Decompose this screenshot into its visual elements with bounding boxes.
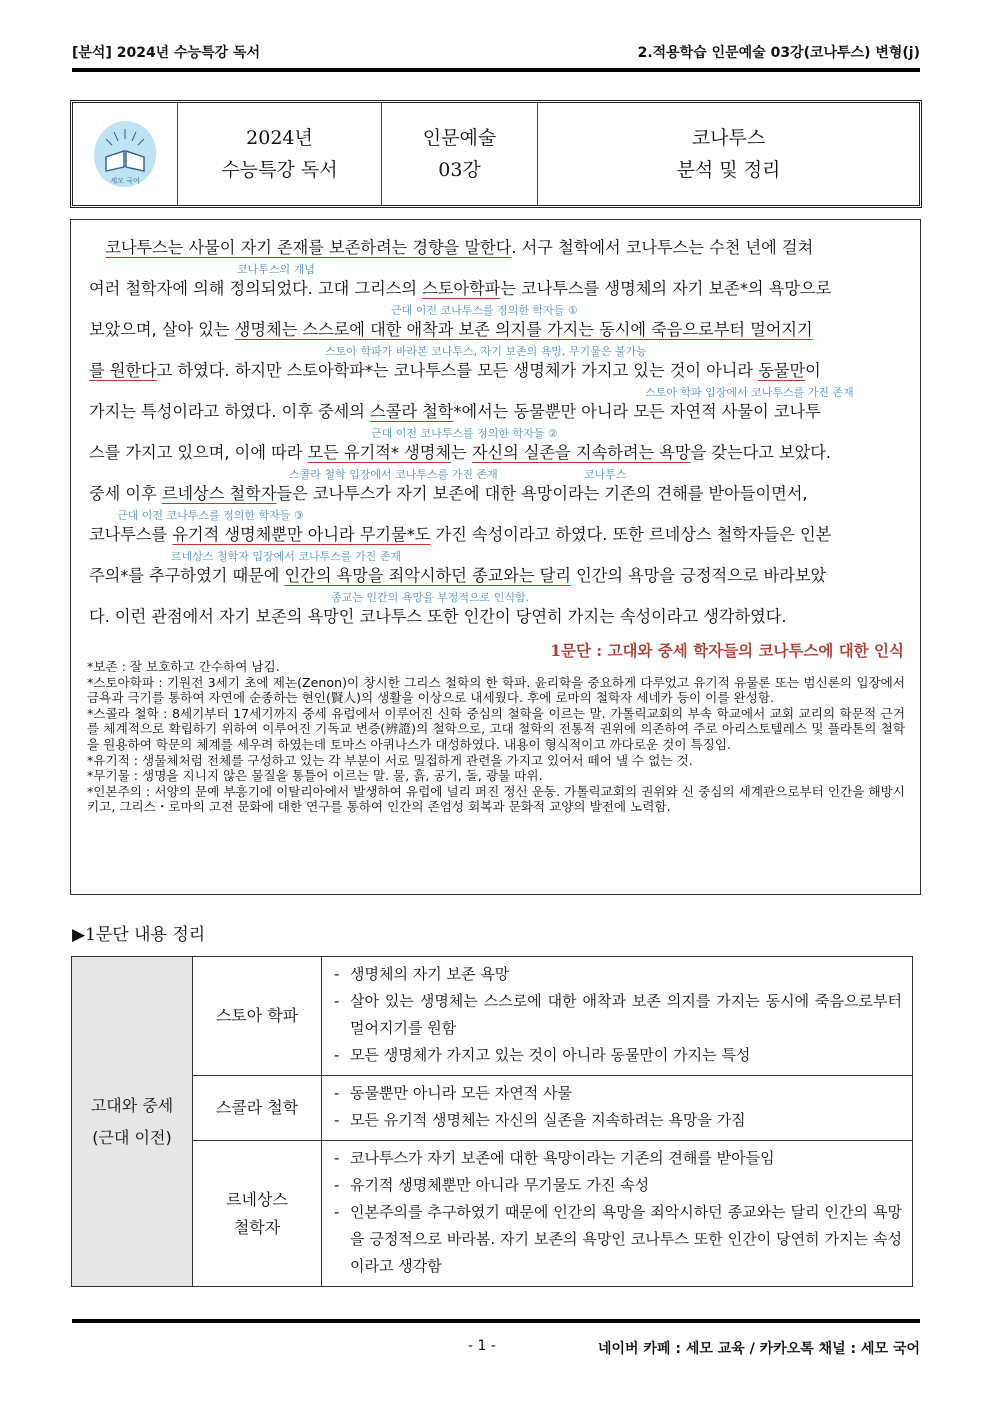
footnote: *스토아학파 : 기원전 3세기 초에 제논(Zenon)이 창시한 그리스 철학의 한 학파. 윤리학을 중요하게 다루었고 유기적 유물론 또는 범신론의 입장에서 금욕과 극기를 통하여 자연에 순종하는 현인(賢人)의 생활을 이상으로 내세웠다. 후에 로마의 철학자 세네카 등이 이를 완성함.	[87, 674, 905, 706]
title-book: 2024년 수능특강 독서	[178, 103, 382, 205]
footer-credits: 네이버 카페 : 세모 교육 / 카카오톡 채널 : 세모 국어	[597, 1341, 920, 1357]
passage-line: 코나투스는 사물이 자기 존재를 보존하려는 경향을 말한다. 서구 철학에서 코나투스는 수천 년에 걸쳐 코나투스의 개념	[105, 238, 814, 276]
group-cell: 고대와 중세 (근대 이전)	[72, 957, 193, 1287]
title-unit: 인문예술 03강	[382, 103, 538, 205]
svg-text:세모 국어: 세모 국어	[110, 177, 140, 185]
passage-line: 코나투스를 유기적 생명체뿐만 아니라 무기물*도 가진 속성이라고 하였다. 또한 르네상스 철학자들은 인본 르네상스 철학자 입장에서 코나투스를 가진 존재	[89, 525, 832, 563]
summary-table	[71, 956, 913, 1287]
footnote: *유기적 : 생물체처럼 전체를 구성하고 있는 각 부분이 서로 밀접하게 관련을 가지고 있어서 떼어 낼 수 없는 것.	[87, 752, 693, 768]
passage-box	[70, 219, 921, 895]
logo-cell	[73, 103, 178, 205]
annotation: 르네상스 철학자 입장에서 코나투스를 가진 존재	[171, 550, 402, 563]
items-cell	[322, 1076, 913, 1141]
passage-line: 가지는 특성이라고 하였다. 이후 중세의 스콜라 철학*에서는 동물뿐만 아니라 모든 자연적 사물이 코나투 근대 이전 코나투스를 정의한 학자들 ②	[89, 402, 821, 440]
list-item: - 유기적 생명체뿐만 아니라 무기물도 가진 속성	[332, 1172, 902, 1199]
table-row	[72, 1076, 913, 1141]
book-logo-icon	[86, 115, 164, 193]
passage-line: 보았으며, 살아 있는 생명체는 스스로에 대한 애착과 보존 의지를 가지는 동시에 죽음으로부터 멀어지기 스토아 학파가 바라본 코나투스, 자기 보존의 욕망, 무기물은 불가능	[89, 320, 813, 358]
passage-line: 중세 이후 르네상스 철학자들은 코나투스가 자기 보존에 대한 욕망이라는 기존의 견해를 받아들이면서, 근대 이전 코나투스를 정의한 학자들 ③	[89, 484, 808, 522]
section-title: ▶1문단 내용 정리	[72, 925, 206, 945]
passage-line: 스를 가지고 있으며, 이에 따라 모든 유기적* 생명체는 자신의 실존을 지속하려는 욕망을 갖는다고 보았다. 스콜라 철학 입장에서 코나투스를 가진 존재 코나투스	[89, 443, 832, 481]
annotation: 코나투스	[584, 468, 627, 481]
annotation: 코나투스의 개념	[237, 263, 315, 276]
table-row	[72, 1141, 913, 1287]
list-item: - 생명체의 자기 보존 욕망	[332, 961, 902, 988]
passage-line: 주의*를 추구하였기 때문에 인간의 욕망을 죄악시하던 종교와는 달리 인간의 욕망을 긍정적으로 바라보았 종교는 인간의 욕망을 부정적으로 인식함.	[89, 566, 827, 604]
footer-rule	[72, 1319, 920, 1323]
annotation: 근대 이전 코나투스를 정의한 학자들 ①	[391, 304, 578, 317]
annotation: 종교는 인간의 욕망을 부정적으로 인식함.	[331, 591, 530, 604]
passage-paragraph	[89, 234, 907, 644]
annotation: 스토아 학파가 바라본 코나투스, 자기 보존의 욕망, 무기물은 불가능	[325, 345, 647, 358]
footnotes	[87, 659, 905, 815]
table-row	[72, 957, 913, 1076]
list-item: - 인본주의를 추구하였기 때문에 인간의 욕망을 죄악시하던 종교와는 달리 인간의 욕망을 긍정적으로 바라봄. 자기 보존의 욕망인 코나투스 또한 인간이 당연히 가지는 속성이라고 생각함	[332, 1199, 902, 1280]
header-left: [분석] 2024년 수능특강 독서	[72, 45, 261, 61]
list-item: - 모든 생명체가 가지고 있는 것이 아니라 동물만이 가지는 특성	[332, 1042, 902, 1069]
list-item: - 모든 유기적 생명체는 자신의 실존을 지속하려는 욕망을 가짐	[332, 1107, 902, 1134]
passage-line: 다. 이런 관점에서 자기 보존의 욕망인 코나투스 또한 인간이 당연히 가지는 속성이라고 생각하였다.	[89, 607, 787, 626]
footnote: *보존 : 잘 보호하고 간수하여 남김.	[87, 659, 280, 674]
annotation: 근대 이전 코나투스를 정의한 학자들 ③	[117, 509, 304, 522]
footnote: *무기물 : 생명을 지니지 않은 물질을 통틀어 이르는 말. 물, 흙, 공기, 돌, 광물 따위.	[87, 768, 543, 784]
category-cell: 르네상스 철학자	[193, 1141, 322, 1287]
header-right: 2.적용학습 인문예술 03강(코나투스) 변형(j)	[637, 45, 920, 61]
annotation: 스토아 학파 입장에서 코나투스를 가진 존재	[645, 386, 854, 399]
annotation: 근대 이전 코나투스를 정의한 학자들 ②	[371, 427, 558, 440]
annotation: 스콜라 철학 입장에서 코나투스를 가진 존재	[289, 468, 498, 481]
list-item: - 코나투스가 자기 보존에 대한 욕망이라는 기존의 견해를 받아들임	[332, 1145, 902, 1172]
items-cell	[322, 957, 913, 1076]
page-number: - 1 -	[468, 1338, 496, 1354]
passage-line: 를 원한다고 하였다. 하지만 스토아학파*는 코나투스를 모든 생명체가 가지고 있는 것이 아니라 동물만이 스토아 학파 입장에서 코나투스를 가진 존재	[89, 361, 854, 399]
footnote: *인본주의 : 서양의 문예 부흥기에 이탈리아에서 발생하여 유럽에 널리 퍼진 정신 운동. 가톨릭교회의 권위와 신 중심의 세계관으로부터 인간을 해방시키고, 그리스・로마의 고전 문화에 대한 연구를 통하여 인간의 존엄성 회복과 문화적 교양의 발전에 노력함.	[87, 783, 905, 815]
list-item: - 동물뿐만 아니라 모든 자연적 사물	[332, 1080, 902, 1107]
category-cell: 스콜라 철학	[193, 1076, 322, 1141]
paragraph-summary: 1문단 : 고대와 중세 학자들의 코나투스에 대한 인식	[550, 641, 904, 660]
list-item: - 살아 있는 생명체는 스스로에 대한 애착과 보존 의지를 가지는 동시에 죽음으로부터 멀어지기를 원함	[332, 988, 902, 1042]
footnote: *스콜라 철학 : 8세기부터 17세기까지 중세 유럽에서 이루어진 신학 중심의 철학을 이르는 말. 가톨릭교회의 부속 학교에서 교회 교리의 학문적 근거를 체계적으로 확립하기 위하여 이루어진 기독교 변증(辨證)의 철학으로, 고대 철학의 전통적 권위에 의존하여 주로 아리스토텔레스 및 플라톤의 철학을 원용하여 학문의 체계를 세우려 하였는데 토마스 아퀴나스가 대성하였다. 내용이 형식적이고 까다로운 것이 특징임.	[87, 705, 905, 752]
title-box	[70, 100, 922, 208]
category-cell: 스토아 학파	[193, 957, 322, 1076]
passage-line: 여러 철학자에 의해 정의되었다. 고대 그리스의 스토아학파는 코나투스를 생명체의 자기 보존*의 욕망으로 근대 이전 코나투스를 정의한 학자들 ①	[89, 279, 832, 317]
title-topic: 코나투스 분석 및 정리	[676, 127, 781, 181]
items-cell	[322, 1141, 913, 1287]
header-rule	[72, 68, 920, 72]
